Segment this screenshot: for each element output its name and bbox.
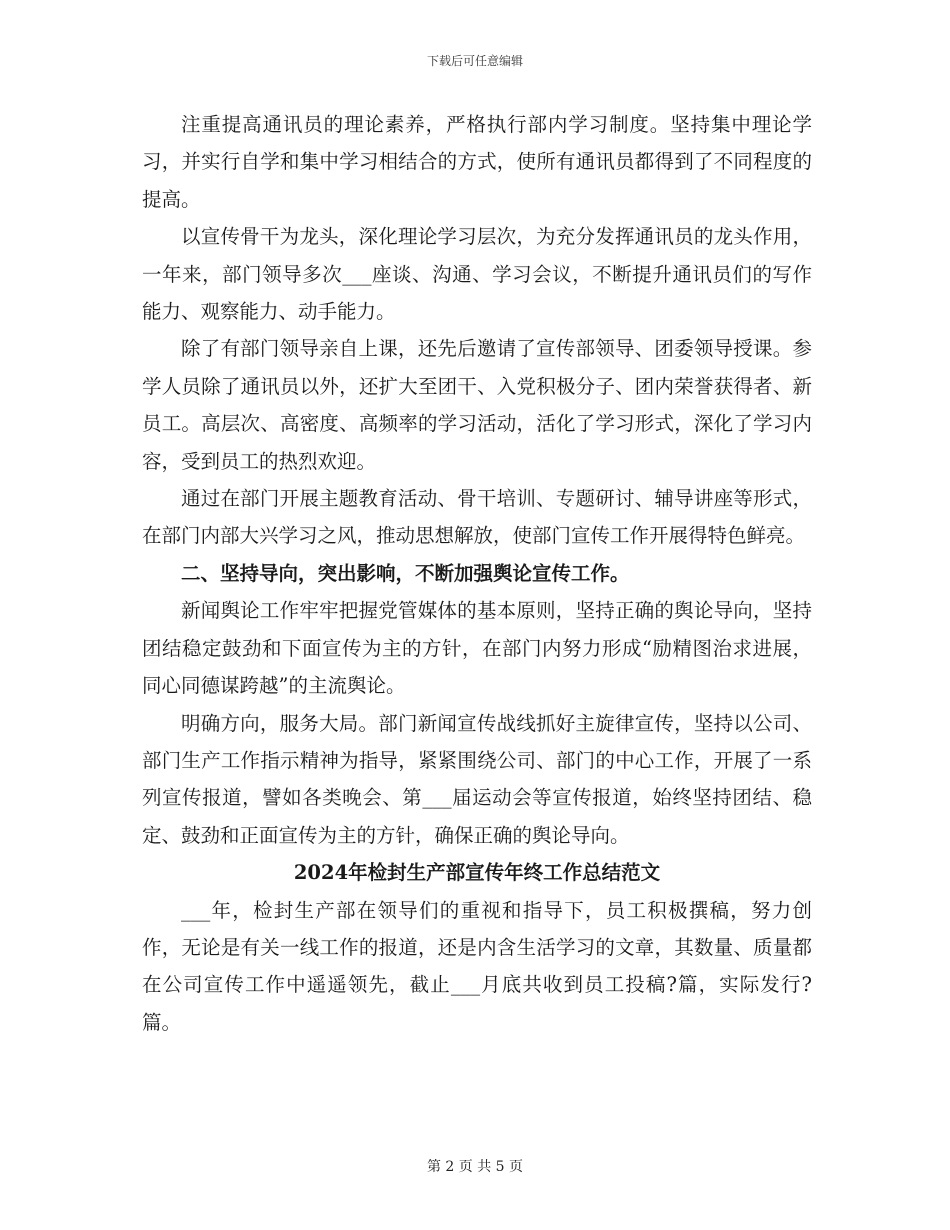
paragraph: 明确方向，服务大局。部门新闻宣传战线抓好主旋律宣传，坚持以公司、部门生产工作指示精神为指导，紧紧围绕公司、部门的中心工作，开展了一系列宣传报道，譬如各类晚会、第___届运动会等宣传报道，始终坚持团结、稳定、鼓劲和正面宣传为主的方针，确保正确的舆论导向。: [142, 711, 812, 847]
page-footer: 第 2 页 共 5 页: [426, 1159, 524, 1175]
paragraph: 通过在部门开展主题教育活动、骨干培训、专题研讨、辅导讲座等形式，在部门内部大兴学习之风，推动思想解放，使部门宣传工作开展得特色鲜亮。: [142, 487, 812, 548]
page-header: 下载后可任意编辑: [426, 54, 523, 68]
paragraph: 新闻舆论工作牢牢把握党管媒体的基本原则，坚持正确的舆论导向，坚持团结稳定鼓劲和下面宣传为主的方针，在部门内努力形成“励精图治求进展，同心同德谋跨越”的主流舆论。: [142, 599, 812, 698]
paragraph: 以宣传骨干为龙头，深化理论学习层次，为充分发挥通讯员的龙头作用，一年来，部门领导多次___座谈、沟通、学习会议，不断提升通讯员们的写作能力、观察能力、动手能力。: [142, 225, 812, 324]
paragraph: ___年，检封生产部在领导们的重视和指导下，员工积极撰稿，努力创作，无论是有关一线工作的报道，还是内含生活学习的文章，其数量、质量都在公司宣传工作中遥遥领先，截止___月底共收到员工投稿?篇，实际发行?篇。: [142, 898, 812, 1034]
document-title: 2024年检封生产部宣传年终工作总结范文: [293, 861, 661, 885]
section-heading: 二、坚持导向，突出影响，不断加强舆论宣传工作。: [181, 561, 630, 585]
paragraph: 注重提高通讯员的理论素养，严格执行部内学习制度。坚持集中理论学习，并实行自学和集中学习相结合的方式，使所有通讯员都得到了不同程度的提高。: [142, 113, 812, 211]
paragraph: 除了有部门领导亲自上课，还先后邀请了宣传部领导、团委领导授课。参学人员除了通讯员以外，还扩大至团干、入党积极分子、团内荣誉获得者、新员工。高层次、高密度、高频率的学习活动，活化了学习形式，深化了学习内容，受到员工的热烈欢迎。: [142, 337, 812, 473]
document-body: [142, 106, 812, 1041]
